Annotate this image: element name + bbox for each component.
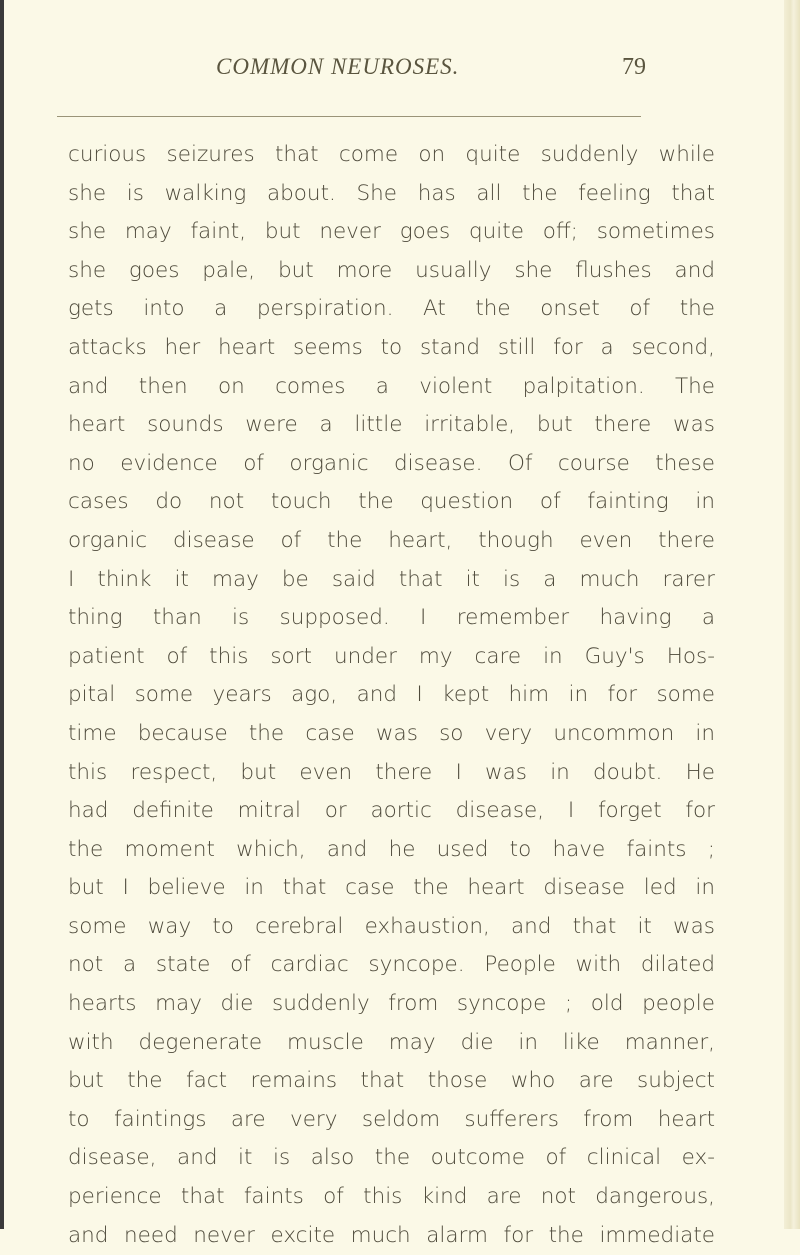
text-line: heart sounds were a little irritable, but there was xyxy=(68,412,715,438)
text-line: gets into a perspiration. At the onset of the xyxy=(68,296,715,322)
text-line: no evidence of organic disease. Of course these xyxy=(68,450,715,476)
text-line: and then on comes a violent palpitation. The xyxy=(68,373,715,399)
text-line: she may faint, but never goes quite off; sometimes xyxy=(68,219,715,245)
text-line: organic disease of the heart, though even there xyxy=(68,527,715,553)
running-title: COMMON NEUROSES. xyxy=(216,54,460,79)
text-line: hearts may die suddenly from syncope ; old people xyxy=(68,991,715,1017)
text-line: she goes pale, but more usually she flushes and xyxy=(68,257,715,283)
page-header xyxy=(0,52,800,88)
text-line: time because the case was so very uncommon in xyxy=(68,720,715,746)
text-line: this respect, but even there I was in doubt. He xyxy=(68,759,715,785)
page-binding-edge xyxy=(0,0,4,1229)
text-line: to faintings are very seldom sufferers from heart xyxy=(68,1106,715,1132)
text-line: some way to cerebral exhaustion, and that it was xyxy=(68,913,715,939)
text-line: I think it may be said that it is a much rarer xyxy=(68,566,715,592)
text-line: not a state of cardiac syncope. People with dilated xyxy=(68,952,715,978)
page-number: 79 xyxy=(622,54,646,80)
text-line: thing than is supposed. I remember having a xyxy=(68,605,715,631)
text-line: but I believe in that case the heart disease led in xyxy=(68,875,715,901)
text-line: disease, and it is also the outcome of clinical ex- xyxy=(68,1145,715,1171)
text-line: cases do not touch the question of fainting in xyxy=(68,489,715,515)
page-stack-edge xyxy=(784,0,800,1229)
header-rule xyxy=(57,116,641,117)
text-line: patient of this sort under my care in Guy's Hos- xyxy=(68,643,715,669)
text-line: and need never excite much alarm for the immediate xyxy=(68,1222,715,1248)
text-line: the moment which, and he used to have faints ; xyxy=(68,836,715,862)
text-line: had definite mitral or aortic disease, I forget for xyxy=(68,798,715,824)
text-line: with degenerate muscle may die in like manner, xyxy=(68,1029,715,1055)
text-line: curious seizures that come on quite suddenly while xyxy=(68,142,715,167)
text-line: she is walking about. She has all the feeling that xyxy=(68,180,715,206)
text-line: attacks her heart seems to stand still for a second, xyxy=(68,334,715,360)
body-text xyxy=(68,136,715,1255)
text-line: pital some years ago, and I kept him in for some xyxy=(68,682,715,708)
text-line: perience that faints of this kind are not dangerous, xyxy=(68,1184,715,1210)
text-line: but the fact remains that those who are subject xyxy=(68,1068,715,1094)
